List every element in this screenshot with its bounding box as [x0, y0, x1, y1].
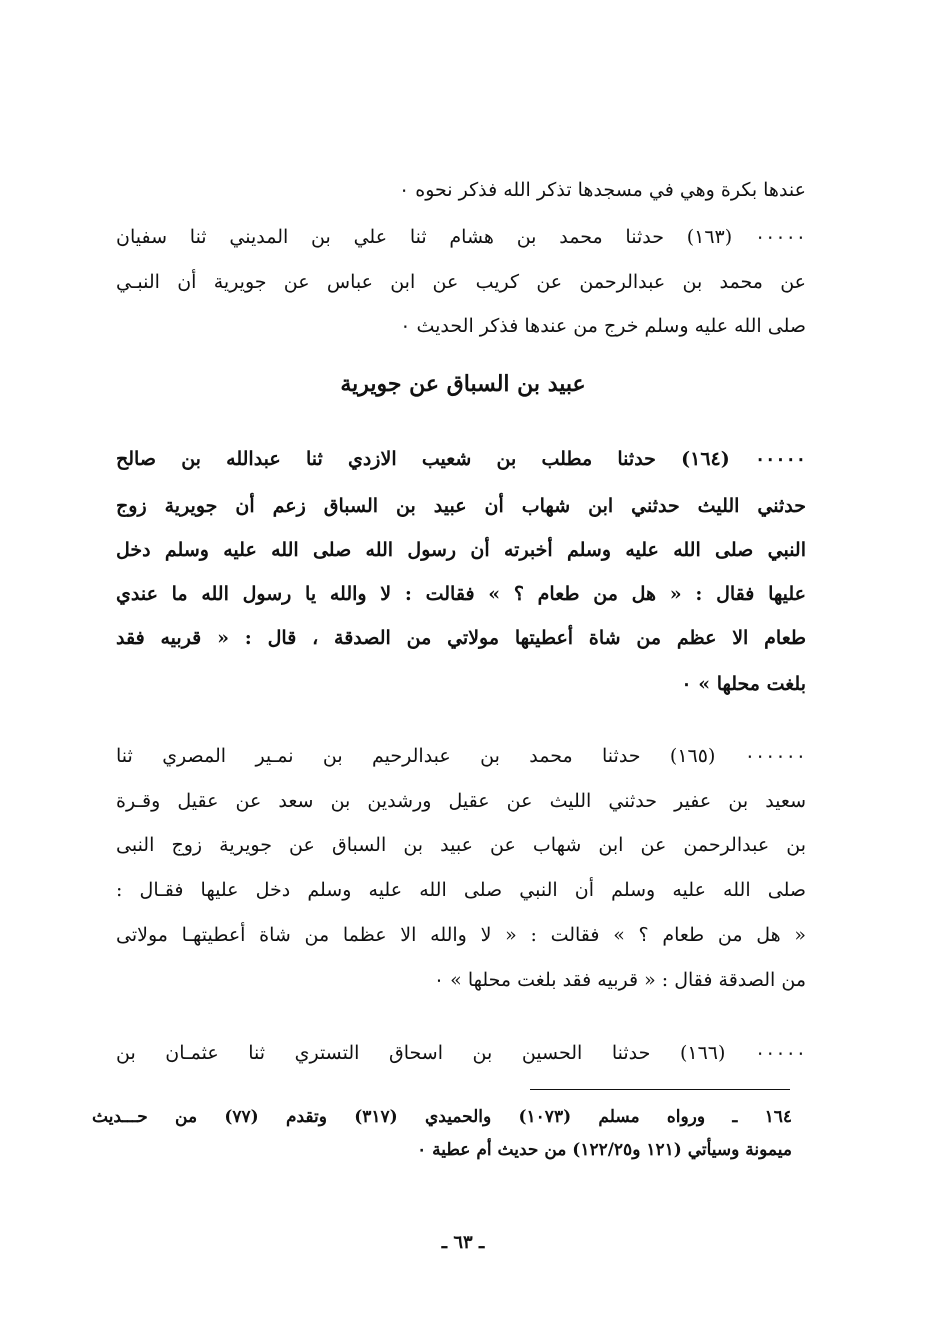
footnote-line-2: ميمونة وسيأتي (١٢١ و١٢٢/٢٥) من حديث أم عطية ٠	[417, 1140, 792, 1160]
hadith-164-line-6: بلغت محلها » ٠	[681, 673, 806, 695]
hadith-164-line-3: النبي صلى الله عليه وسلم أخبرته أن رسول الله صلى الله عليه وسلم دخل	[116, 539, 806, 561]
hadith-163-line-3: صلى الله عليه وسلم خرج من عندها فذكر الحديث ٠	[400, 315, 806, 337]
hadith-164-line-5: طعام الا عظم من شاة أعطيتها مولاتي من الصدقة ، قال : « قربيه فقد	[116, 627, 806, 649]
hadith-164-line-2: حدثني الليث حدثني ابن شهاب أن عبيد بن السباق زعم أن جويرية زوج	[116, 495, 806, 517]
hadith-165-line-5: « هل من طعام ؟ » فقالت : « لا والله الا عظما من شاة أعطيتهـا مولاتى	[116, 924, 806, 946]
hadith-166-line-1: ٠٠٠٠٠ (١٦٦) حدثنا الحسين بن اسحاق التستري ثنا عثمـان بن	[116, 1042, 806, 1064]
hadith-165-line-2: سعيد بن عفير حدثني الليث عن عقيل ورشدين بن سعد عن عقيل وقـرة	[116, 790, 806, 812]
continuation-line: عندها بكرة وهي في مسجدها تذكر الله فذكر نحوه ٠	[398, 179, 806, 201]
hadith-164-line-4: عليها فقال : « هل من طعام ؟ » فقالت : لا والله يا رسول الله ما عندي	[116, 583, 806, 605]
hadith-163-line-2: عن محمد بن عبدالرحمن عن كريب عن ابن عباس عن جويرية أن النبـي	[116, 271, 806, 293]
hadith-165-line-1: ٠٠٠٠٠٠ (١٦٥) حدثنا محمد بن عبدالرحيم بن نمـير المصري ثنا	[116, 745, 806, 767]
hadith-165-line-4: صلى الله عليه وسلم أن النبي صلى الله عليه وسلم دخل عليها فقـال :	[116, 879, 806, 901]
hadith-164-line-1: ٠٠٠٠٠ (١٦٤) حدثنا مطلب بن شعيب الازدي ثنا عبدالله بن صالح	[116, 448, 806, 470]
hadith-165-line-3: بن عبدالرحمن عن ابن شهاب عن عبيد بن السباق عن جويرية زوج النبى	[116, 834, 806, 856]
page-number: ـ ٦٣ ـ	[441, 1232, 485, 1253]
footnote-line-1: ١٦٤ ـ ورواه مسلم (١٠٧٣) والحميدي (٣١٧) وتقدم (٧٧) من حـــديث	[92, 1107, 792, 1127]
footnote-separator	[530, 1089, 790, 1090]
hadith-165-line-6: من الصدقة فقال : « قربيه فقد بلغت محلها » ٠	[433, 969, 806, 991]
section-heading: عبيد بن السباق عن جويرية	[340, 371, 586, 397]
hadith-163-line-1: ٠٠٠٠٠ (١٦٣) حدثنا محمد بن هشام ثنا علي بن المديني ثنا سفيان	[116, 226, 806, 248]
